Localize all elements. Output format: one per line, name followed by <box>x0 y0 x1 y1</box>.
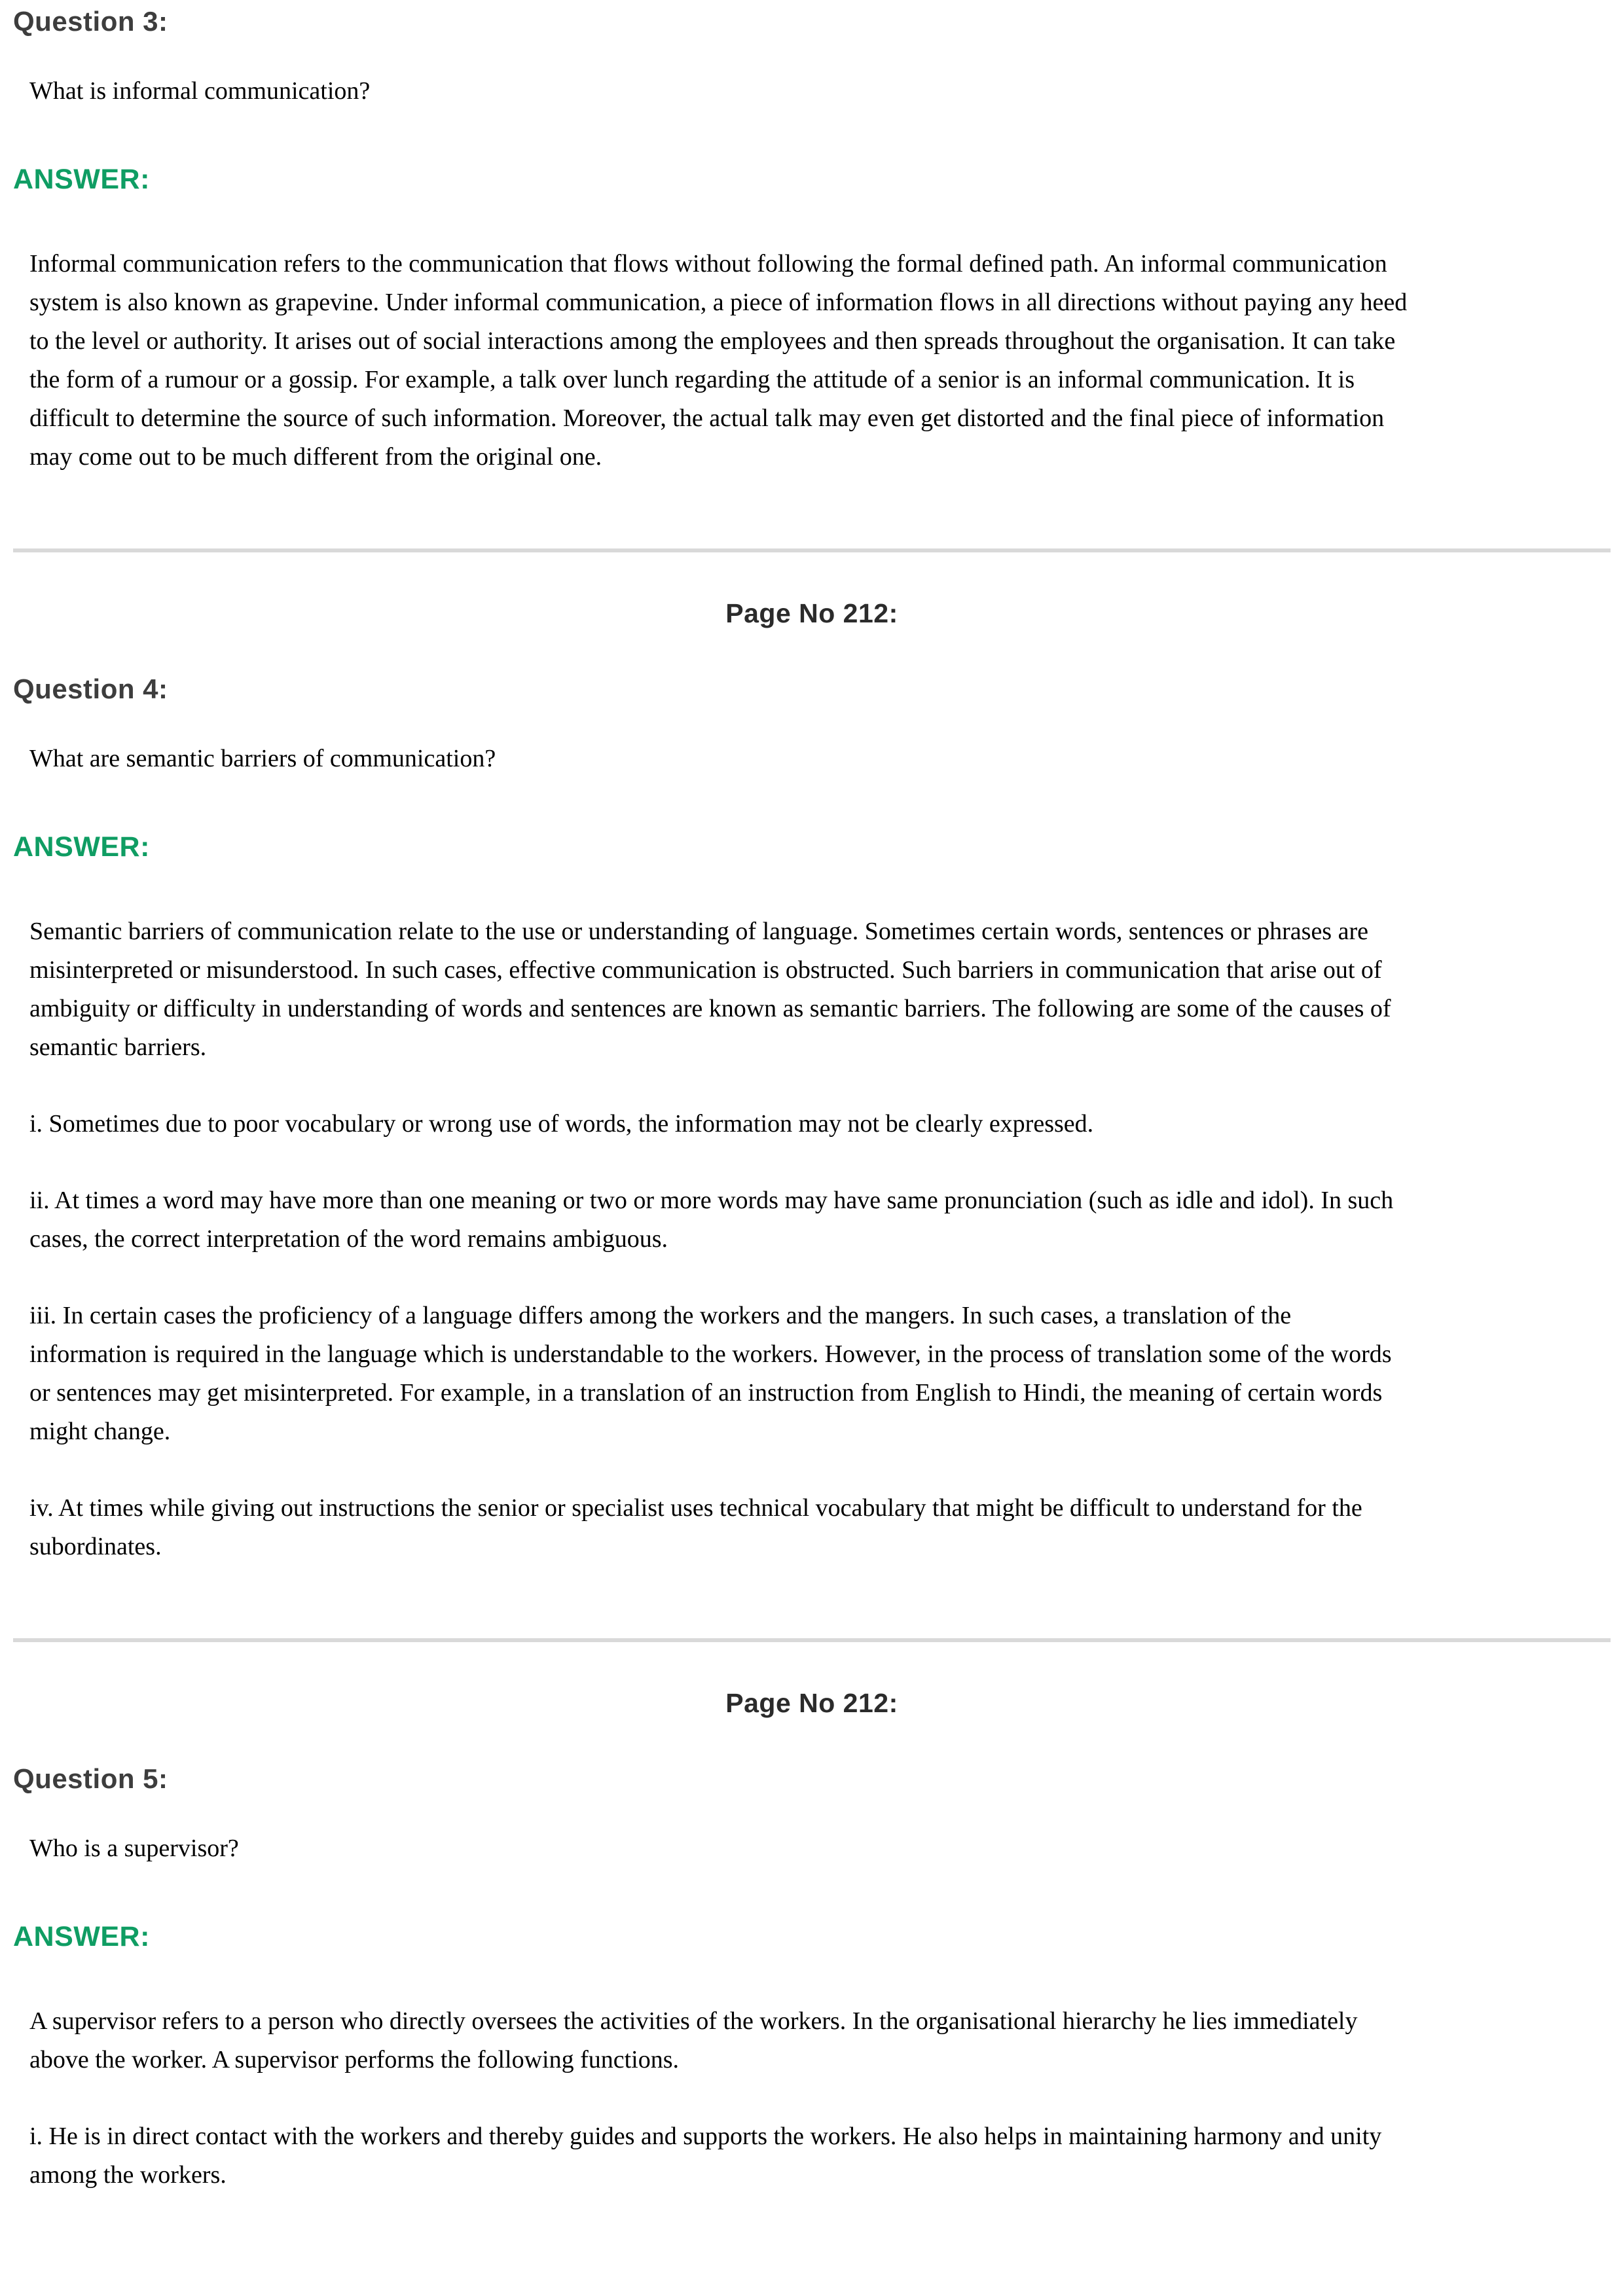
answer-label: ANSWER: <box>13 164 150 195</box>
answer-paragraph: Informal communication refers to the communication that flows without following the formal defined path. An informal communication system is also known as grapevine. Under informal communication, a piece of information flows in all directions without paying any heed to the level or authority. It arises out of social interactions among the employees and then spreads throughout the organisation. It can take the form of a rumour or a gossip. For example, a talk over lunch regarding the attitude of a senior is an informal communication. It is difficult to determine the source of such information. Moreover, the actual talk may even get distorted and the final piece of information may come out to be much different from the original one. <box>29 250 1408 471</box>
question-5-section <box>13 1763 1611 2195</box>
question-5-text: Who is a supervisor? <box>29 1835 239 1862</box>
page-number-marker: Page No 212: <box>725 598 898 628</box>
answer-label: ANSWER: <box>13 1921 150 1952</box>
answer-paragraph: A supervisor refers to a person who directly oversees the activities of the workers. In the organisational hierarchy he lies immediately above the worker. A supervisor performs the following functions. <box>29 2007 1358 2073</box>
answer-list-item-i: i. Sometimes due to poor vocabulary or wrong use of words, the information may not be clearly expressed. <box>29 1110 1094 1138</box>
answer-list-item-iii: iii. In certain cases the proficiency of a language differs among the workers and the mangers. In such cases, a translation of the information is required in the language which is understandable to the workers. However, in the process of translation some of the words or sentences may get misinterpreted. For example, in a translation of an instruction from English to Hindi, the meaning of certain words might change. <box>29 1302 1392 1445</box>
section-divider <box>13 548 1611 552</box>
question-3-heading: Question 3: <box>13 6 168 37</box>
page-number-marker: Page No 212: <box>725 1688 898 1718</box>
question-3-text: What is informal communication? <box>29 77 371 105</box>
answer-label: ANSWER: <box>13 831 150 863</box>
answer-list-item-i: i. He is in direct contact with the workers and thereby guides and supports the workers. He also helps in maintaining harmony and unity among the workers. <box>29 2123 1382 2189</box>
question-3-section <box>13 5 1611 476</box>
answer-list-item-ii: ii. At times a word may have more than one meaning or two or more words may have same pronunciation (such as idle and idol). In such cases, the correct interpretation of the word remains ambiguous. <box>29 1187 1394 1253</box>
answer-paragraph: Semantic barriers of communication relate to the use or understanding of language. Sometimes certain words, sentences or phrases are misinterpreted or misunderstood. In such cases, effective communication is obstructed. Such barriers in communication that arise out of ambiguity or difficulty in understanding of words and sentences are known as semantic barriers. The following are some of the causes of semantic barriers. <box>29 918 1391 1061</box>
question-4-section <box>13 673 1611 1566</box>
question-5-heading: Question 5: <box>13 1763 168 1794</box>
section-divider <box>13 1638 1611 1642</box>
question-4-heading: Question 4: <box>13 673 168 704</box>
question-4-text: What are semantic barriers of communication? <box>29 745 496 772</box>
answer-list-item-iv: iv. At times while giving out instructions the senior or specialist uses technical vocabulary that might be difficult to understand for the subordinates. <box>29 1494 1362 1560</box>
